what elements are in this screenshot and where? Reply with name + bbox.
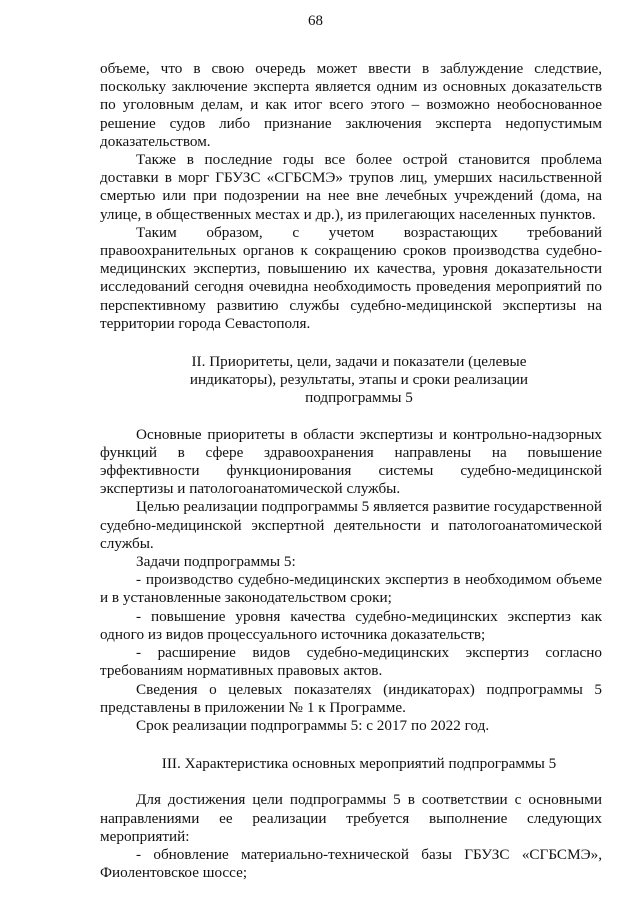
paragraph: Также в последние годы все более острой становится проблема доставки в морг ГБУЗС «СГБСМЭ» трупов лиц, умерших насильственной смертью или при подозрении на нее вне лечебных учреждений (дома, на улице, в общественных местах и др.), из прилегающих населенных пунктов. bbox=[100, 151, 602, 223]
page-number: 68 bbox=[308, 13, 323, 29]
paragraph: Целью реализации подпрограммы 5 является развитие государственной судебно-медицинской экспертной деятельности и патологоанатомической службы. bbox=[100, 498, 602, 552]
list-item: - расширение видов судебно-медицинских экспертиз согласно требованиям нормативных правовых актов. bbox=[100, 644, 602, 680]
paragraph: объеме, что в свою очередь может ввести в заблуждение следствие, поскольку заключение эксперта является одним из основных доказательств по уголовным делам, и как итог всего этого – возможно необоснованное решение судов либо признание заключения эксперта недопустимым доказательством. bbox=[100, 60, 602, 150]
list-item: - повышение уровня качества судебно-медицинских экспертиз как одного из видов процессуального источника доказательств; bbox=[100, 607, 602, 643]
paragraph: Основные приоритеты в области экспертизы и контрольно-надзорных функций в сфере здравоохранения направлены на повышение эффективности функционирования системы судебно-медицинской экспертизы и патологоанатомической службы. bbox=[100, 425, 602, 498]
document-body bbox=[100, 60, 602, 882]
paragraph: Сведения о целевых показателях (индикаторах) подпрограммы 5 представлены в приложении № 1 к Программе. bbox=[100, 680, 602, 716]
section-heading: II. Приоритеты, цели, задачи и показатели (целевые индикаторы), результаты, этапы и сроки реализации подпрограммы 5 bbox=[189, 353, 529, 407]
paragraph: Срок реализации подпрограммы 5: с 2017 по 2022 год. bbox=[136, 716, 490, 734]
list-item: - производство судебно-медицинских экспертиз в необходимом объеме и в установленные законодательством сроки; bbox=[100, 571, 602, 607]
paragraph: Таким образом, с учетом возрастающих требований правоохранительных органов к сокращению сроков производства судебно-медицинских экспертиз, повышению их качества, уровня доказательности исследований сегодня очевидна необходимость проведения мероприятий по перспективному развитию службы судебно-медицинской экспертизы на территории города Севастополя. bbox=[100, 223, 602, 332]
paragraph: Задачи подпрограммы 5: bbox=[136, 553, 296, 571]
paragraph: Для достижения цели подпрограммы 5 в соответствии с основными направлениями ее реализации требуется выполнение следующих мероприятий: bbox=[100, 791, 602, 845]
section-heading: III. Характеристика основных мероприятий подпрограммы 5 bbox=[161, 755, 557, 773]
list-item: - обновление материально-технической базы ГБУЗС «СГБСМЭ», Фиолентовское шоссе; bbox=[100, 845, 602, 882]
